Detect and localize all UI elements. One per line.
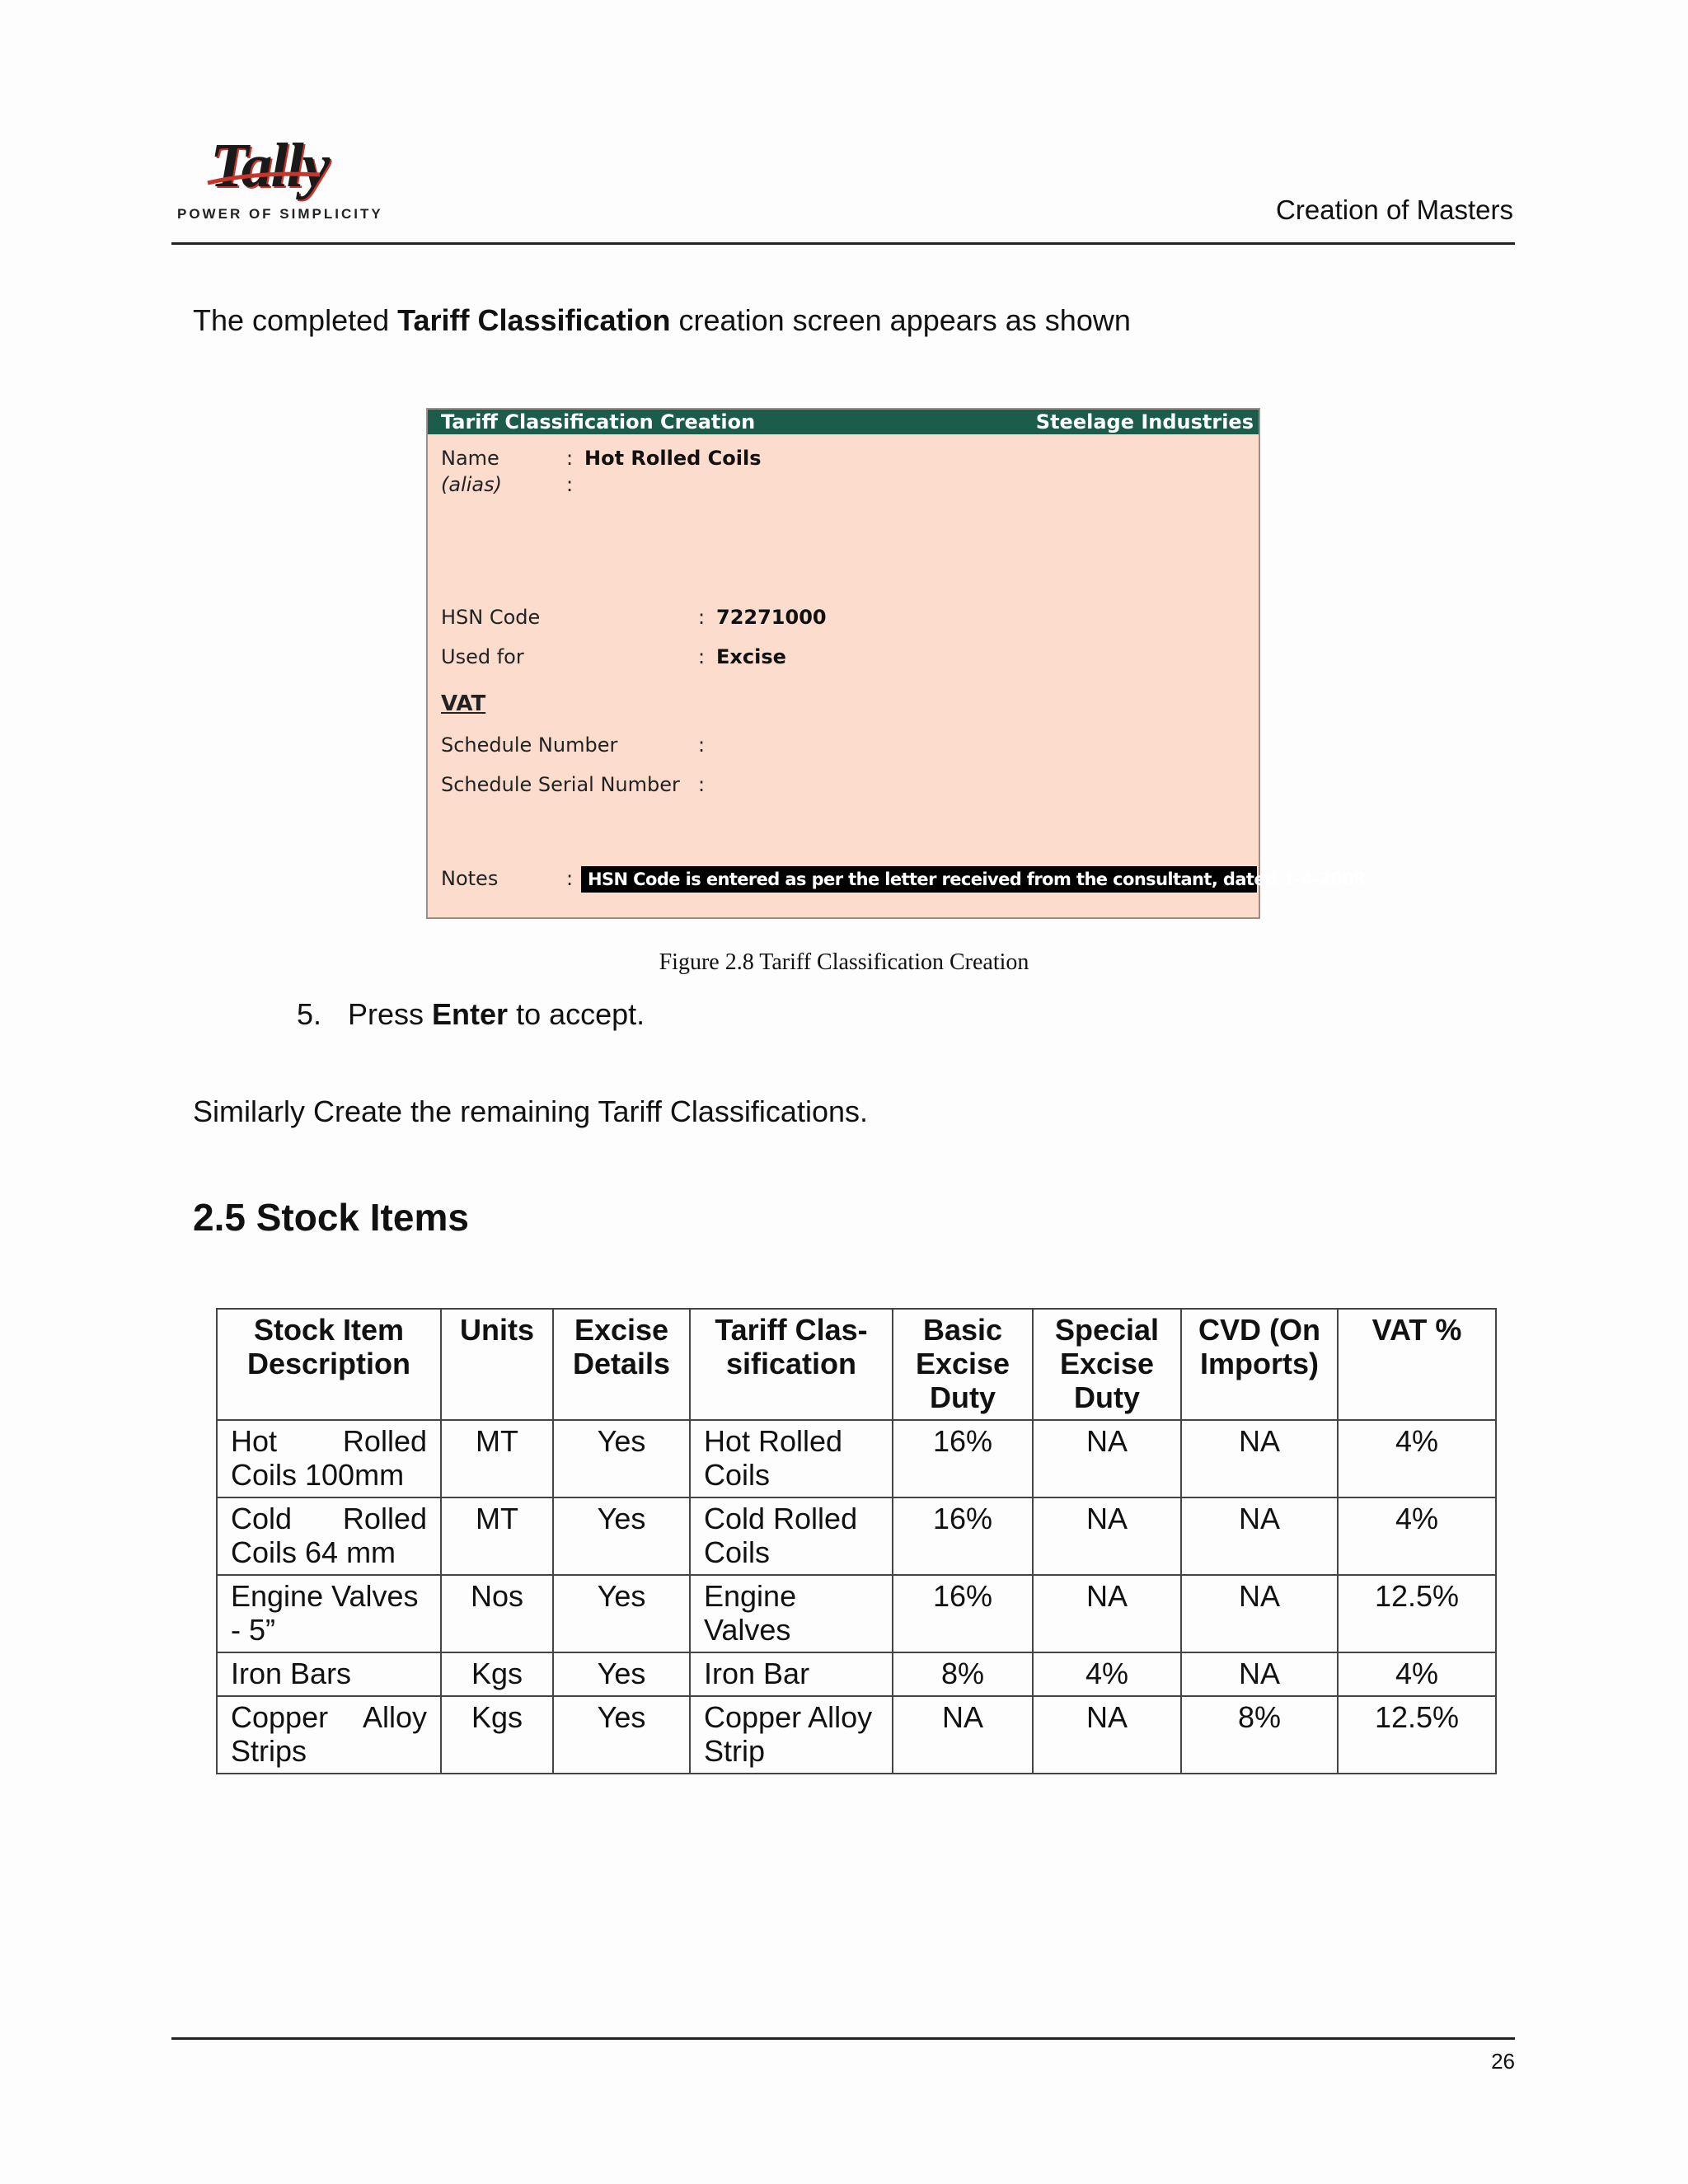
col-header-excise-details: Excise Details <box>553 1309 690 1420</box>
hsn-colon: : <box>698 606 706 629</box>
cell-description: Cold Rolled Coils 64 mm <box>217 1497 441 1575</box>
logo-swoosh-icon <box>206 165 321 190</box>
table-row <box>217 1575 1496 1652</box>
cell-basic-excise: 16% <box>893 1420 1033 1497</box>
cell-units: Nos <box>441 1575 553 1652</box>
similar-paragraph: Similarly Create the remaining Tariff Classifications. <box>193 1094 868 1128</box>
table-row <box>217 1696 1496 1774</box>
used-for-field[interactable]: Excise <box>716 645 786 668</box>
hsn-code-label: HSN Code <box>441 606 541 629</box>
cell-basic-excise: 8% <box>893 1652 1033 1696</box>
name-field[interactable]: Hot Rolled Coils <box>584 447 762 470</box>
cell-cvd: NA <box>1181 1652 1338 1696</box>
cell-units: MT <box>441 1420 553 1497</box>
cell-vat: 12.5% <box>1338 1575 1496 1652</box>
cell-units: Kgs <box>441 1652 553 1696</box>
cell-vat: 4% <box>1338 1652 1496 1696</box>
table-header-row <box>217 1309 1496 1420</box>
alias-label: (alias) <box>441 473 502 496</box>
cell-cvd: NA <box>1181 1575 1338 1652</box>
alias-colon: : <box>566 473 574 496</box>
company-name: Steelage Industries <box>1035 410 1254 434</box>
cell-excise: Yes <box>553 1575 690 1652</box>
section-heading: 2.5 Stock Items <box>193 1196 469 1239</box>
col-header-special-excise: Special Excise Duty <box>1033 1309 1181 1420</box>
footer-rule <box>171 2037 1515 2040</box>
header-rule <box>171 242 1515 245</box>
screen-title-bar <box>428 410 1259 434</box>
step-number: 5. <box>297 997 322 1031</box>
hsn-code-field[interactable]: 72271000 <box>716 606 827 629</box>
cell-excise: Yes <box>553 1497 690 1575</box>
schedule-serial-colon: : <box>698 773 706 796</box>
cell-tariff: Copper Alloy Strip <box>690 1696 893 1774</box>
cell-special-excise: 4% <box>1033 1652 1181 1696</box>
used-for-colon: : <box>698 645 706 668</box>
cell-tariff: Cold Rolled Coils <box>690 1497 893 1575</box>
cell-vat: 12.5% <box>1338 1696 1496 1774</box>
cell-cvd: 8% <box>1181 1696 1338 1774</box>
cell-cvd: NA <box>1181 1497 1338 1575</box>
cell-units: Kgs <box>441 1696 553 1774</box>
cell-basic-excise: 16% <box>893 1575 1033 1652</box>
cell-tariff: Hot Rolled Coils <box>690 1420 893 1497</box>
table-row <box>217 1420 1496 1497</box>
cell-description: Hot Rolled Coils 100mm <box>217 1420 441 1497</box>
tally-logo: Tally <box>210 131 329 200</box>
table-row <box>217 1652 1496 1696</box>
notes-field[interactable]: HSN Code is entered as per the letter received from the consultant, dated 1-4-2008 <box>581 866 1257 893</box>
cell-description: Engine Valves - 5” <box>217 1575 441 1652</box>
cell-description: Iron Bars <box>217 1652 441 1696</box>
intro-paragraph: The completed Tariff Classification creation screen appears as shown <box>193 303 1131 337</box>
vat-heading: VAT <box>441 691 486 716</box>
header-section-title: Creation of Masters <box>1276 194 1513 225</box>
used-for-label: Used for <box>441 645 524 668</box>
page-number: 26 <box>1491 2049 1515 2074</box>
cell-cvd: NA <box>1181 1420 1338 1497</box>
cell-excise: Yes <box>553 1420 690 1497</box>
cell-excise: Yes <box>553 1696 690 1774</box>
cell-vat: 4% <box>1338 1420 1496 1497</box>
cell-tariff: Engine Valves <box>690 1575 893 1652</box>
col-header-units: Units <box>441 1309 553 1420</box>
schedule-number-label: Schedule Number <box>441 733 618 757</box>
name-colon: : <box>566 447 574 470</box>
cell-special-excise: NA <box>1033 1420 1181 1497</box>
cell-basic-excise: 16% <box>893 1497 1033 1575</box>
figure-caption: Figure 2.8 Tariff Classification Creation <box>659 949 1029 975</box>
name-label: Name <box>441 447 499 470</box>
col-header-basic-excise: Basic Excise Duty <box>893 1309 1033 1420</box>
stock-items-table <box>216 1308 1497 1774</box>
logo-tagline: POWER OF SIMPLICITY <box>177 206 383 222</box>
col-header-description: Stock Item Description <box>217 1309 441 1420</box>
schedule-number-colon: : <box>698 733 706 757</box>
table-row <box>217 1497 1496 1575</box>
notes-colon: : <box>566 867 574 890</box>
schedule-serial-label: Schedule Serial Number <box>441 773 680 796</box>
cell-tariff: Iron Bar <box>690 1652 893 1696</box>
col-header-tariff: Tariff Clas-sification <box>690 1309 893 1420</box>
col-header-cvd: CVD (On Imports) <box>1181 1309 1338 1420</box>
cell-special-excise: NA <box>1033 1497 1181 1575</box>
cell-special-excise: NA <box>1033 1696 1181 1774</box>
screen-title: Tariff Classification Creation <box>441 410 756 434</box>
notes-label: Notes <box>441 867 499 890</box>
col-header-vat: VAT % <box>1338 1309 1496 1420</box>
cell-excise: Yes <box>553 1652 690 1696</box>
tariff-classification-screen <box>426 408 1366 919</box>
step-5: 5. Press Enter to accept. <box>297 997 645 1031</box>
cell-basic-excise: NA <box>893 1696 1033 1774</box>
cell-description: Copper Alloy Strips <box>217 1696 441 1774</box>
cell-vat: 4% <box>1338 1497 1496 1575</box>
cell-units: MT <box>441 1497 553 1575</box>
cell-special-excise: NA <box>1033 1575 1181 1652</box>
